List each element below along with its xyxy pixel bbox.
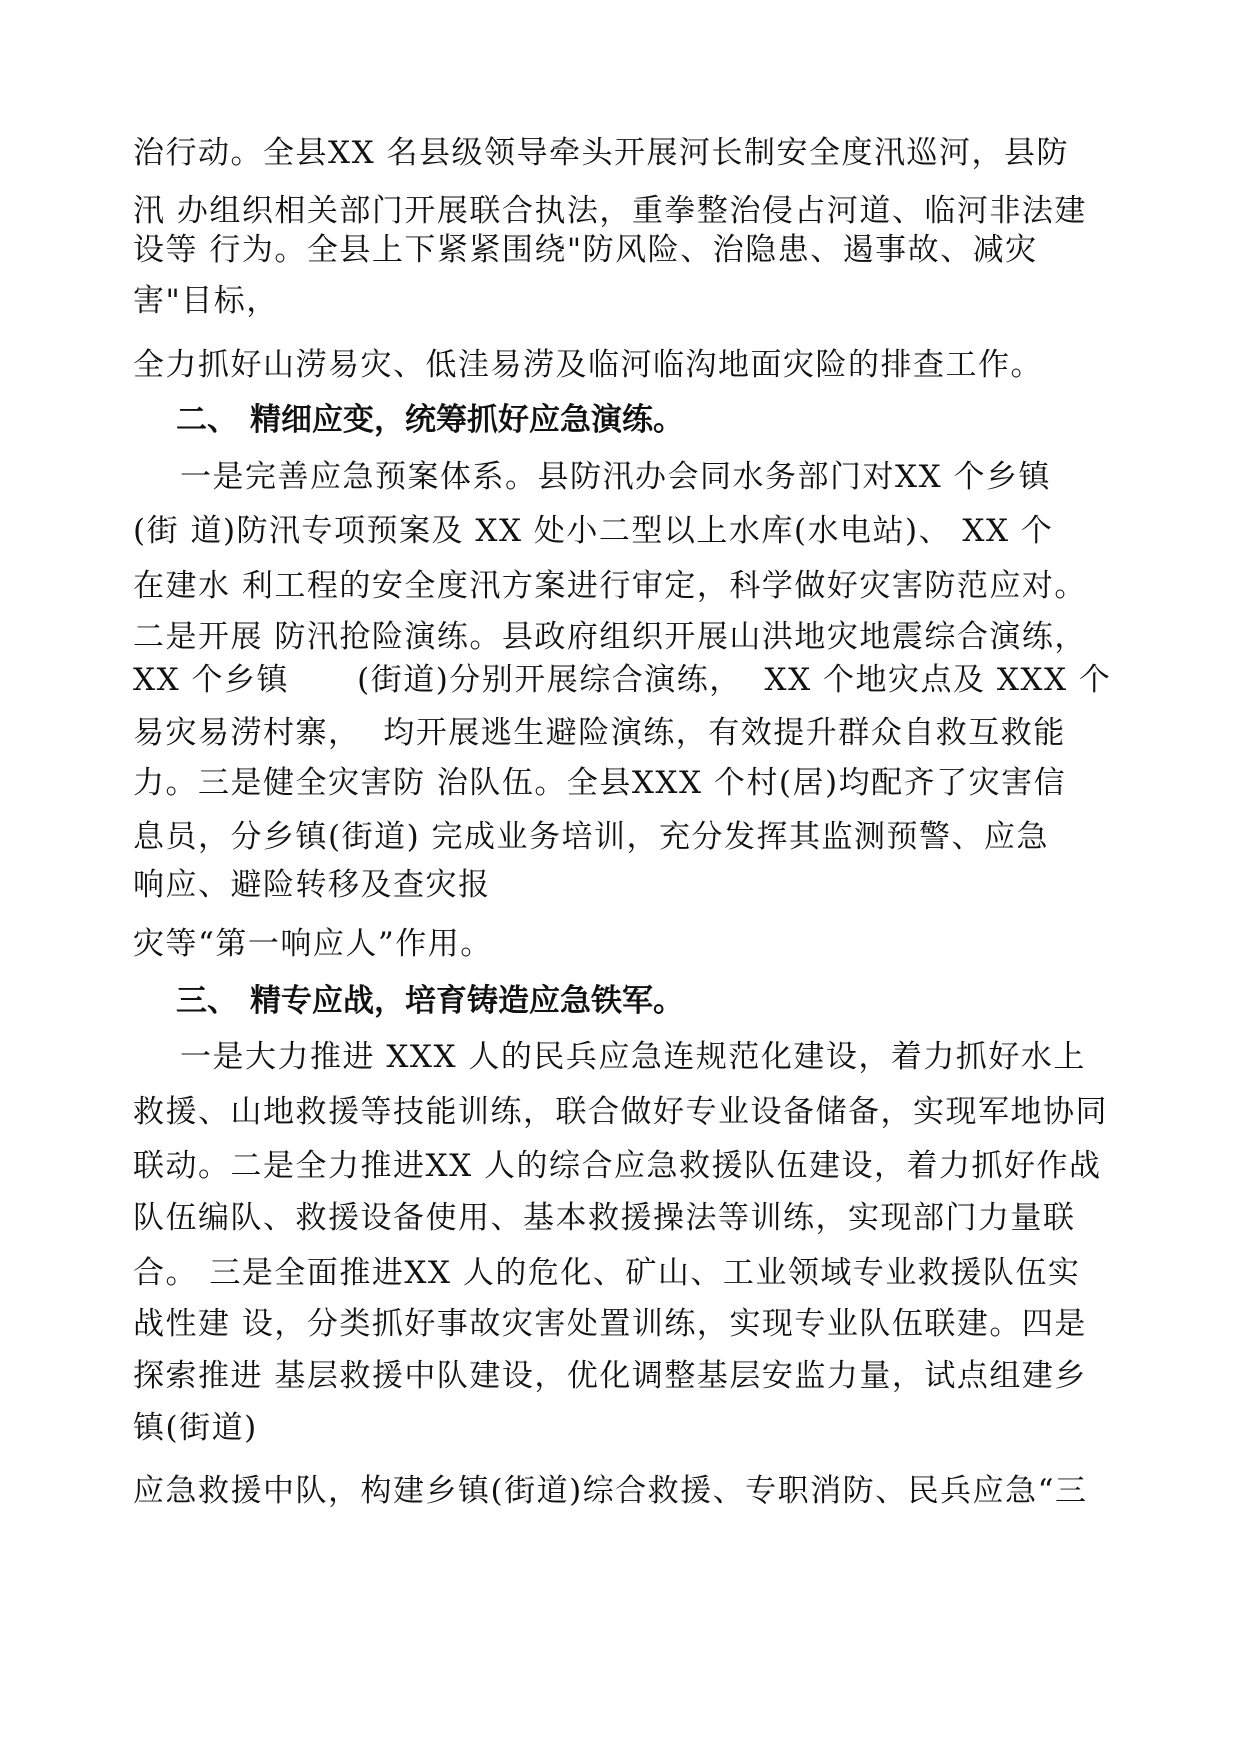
- text-line: 镇(街道): [133, 1410, 258, 1446]
- text-line: 力。三是健全灾害防 治队伍。全县XXX 个村(居)均配齐了灾害信: [133, 765, 1067, 801]
- text-line: (街 道)防汛专项预案及 XX 处小二型以上水库(水电站)、 XX 个: [133, 513, 1054, 549]
- text-line: 治行动。全县XX 名县级领导牵头开展河长制安全度汛巡河，县防: [133, 135, 1069, 171]
- section-3-heading: 精专应战，培育铸造应急铁军。: [250, 983, 684, 1019]
- text-line: 灾等“第一响应人”作用。: [133, 926, 493, 962]
- text-line: 息员，分乡镇(街道) 完成业务培训，充分发挥其监测预警、应急: [133, 819, 1050, 855]
- text-line: 全力抓好山涝易灾、低洼易涝及临河临沟地面灾险的排查工作。: [133, 347, 1043, 383]
- section-2-heading: 精细应变，统筹抓好应急演练。: [250, 402, 684, 438]
- text-line: 应急救援中队，构建乡镇(街道)综合救援、专职消防、民兵应急“三: [133, 1473, 1088, 1509]
- text-line: 在建水 利工程的安全度汛方案进行审定，科学做好灾害防范应对。: [133, 568, 1087, 604]
- text-line: 探索推进 基层救援中队建设，优化调整基层安监力量，试点组建乡: [133, 1358, 1087, 1394]
- section-3-number: 三、: [176, 983, 238, 1019]
- text-line: 汛 办组织相关部门开展联合执法，重拳整治侵占河道、临河非法建: [133, 193, 1087, 229]
- text-line: 联动。二是全力推进XX 人的综合应急救援队伍建设，着力抓好作战: [133, 1148, 1102, 1184]
- text-line: 害"目标，: [133, 283, 279, 319]
- text-line: 设等 行为。全县上下紧紧围绕"防风险、治隐患、遏事故、减灾: [133, 232, 1038, 268]
- text-line: 战性建 设，分类抓好事故灾害处置训练，实现专业队伍联建。四是: [133, 1306, 1087, 1342]
- text-line: 二是开展 防汛抢险演练。县政府组织开展山洪地灾地震综合演练，: [133, 619, 1087, 655]
- text-line: 合。 三是全面推进XX 人的危化、矿山、工业领域专业救援队伍实: [133, 1255, 1081, 1291]
- text-line: 一是大力推进 XXX 人的民兵应急连规范化建设，着力抓好水上: [180, 1039, 1086, 1075]
- section-2-number: 二、: [176, 402, 238, 438]
- text-line: 队伍编队、救援设备使用、基本救援操法等训练，实现部门力量联: [133, 1200, 1076, 1236]
- text-line: XX 个乡镇 (街道)分别开展综合演练， XX 个地灾点及 XXX 个: [133, 662, 1112, 698]
- text-line: 易灾易涝村寨， 均开展逃生避险演练，有效提升群众自救互救能: [133, 715, 1066, 751]
- text-line: 一是完善应急预案体系。县防汛办会同水务部门对XX 个乡镇: [180, 459, 1051, 495]
- text-line: 救援、山地救援等技能训练，联合做好专业设备储备，实现军地协同: [133, 1094, 1108, 1130]
- text-line: 响应、避险转移及查灾报: [133, 867, 491, 903]
